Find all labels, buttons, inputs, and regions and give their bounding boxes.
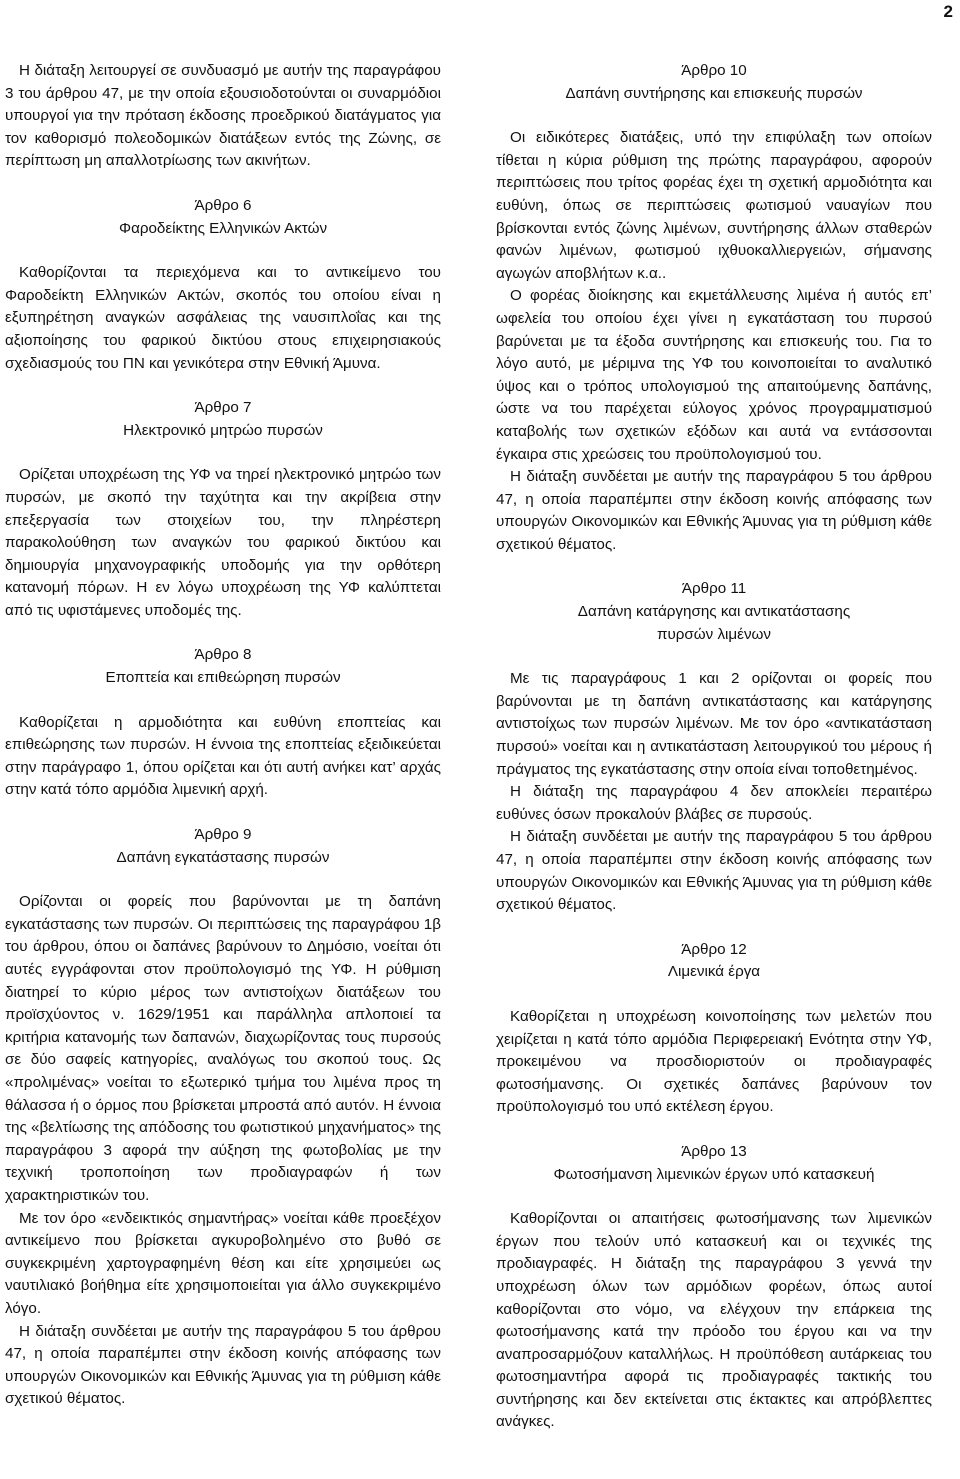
article-6 xyxy=(5,195,441,375)
article-heading xyxy=(5,644,441,689)
article-12 xyxy=(496,939,932,1119)
article-paragraph: Με τις παραγράφους 1 και 2 ορίζονται οι φορείς που βαρύνονται με τη δαπάνη αντικατάστασης και κατάργησης αντιστοίχως των πυρσών λιμένων. Με τον όρο «αντικατάσταση πυρσού» νοείται και η αντικατάσταση λειτουργικού του μέρους ή πράγματος της εγκατάστασης στην οποία είναι τοποθετημένος. xyxy=(496,670,932,778)
article-number: Άρθρο 13 xyxy=(681,1142,747,1160)
article-heading xyxy=(496,1141,932,1186)
article-paragraph: Ορίζεται υποχρέωση της ΥΦ να τηρεί ηλεκτρονικό μητρώο των πυρσών, με σκοπό την ταχύτητα και την ακρίβεια στην επεξεργασία των στοιχείων του, την πληρέστερη παρακολούθηση των αναγκών του φαρικού δικτύου και δημιουργία μηχανογραφικής υποδομής για την ορθότερη κατανομή πόρων. Η εν λόγω υποχρέωση της ΥΦ καλύπτεται από τις υφιστάμενες υποδομές της. xyxy=(5,466,441,619)
article-title: Λιμενικά έργα xyxy=(667,963,761,981)
right-column xyxy=(496,60,932,1434)
article-13 xyxy=(496,1141,932,1434)
article-paragraph: Οι ειδικότερες διατάξεις, υπό την επιφύλαξη των οποίων τίθεται η κύρια ρύθμιση της πρώτης παραγράφου, αφορούν περιπτώσεις που τρίτος φορέας έχει τη σχετική αρμοδιότητα και ευθύνη, όπως σε περιπτώσεις φωτισμού ναυαγίων που βρίσκονται εντός ζώνης λιμένων, συντήρησης άλλων σταθερών φανών λιμένων, φωτισμού ιχθυοκαλλιεργειών, σήμανσης αγωγών αποβλήτων κ.α.. xyxy=(496,129,932,282)
intro-paragraph: Η διάταξη λειτουργεί σε συνδυασμό με αυτήν της παραγράφου 3 του άρθρου 47, με την οποία εξουσιοδοτούνται οι συναρμόδιοι υπουργοί για την πρόταση έκδοσης προεδρικού διατάγματος για τον καθορισμό πολεοδομικών διατάξεων εντός της Ζώνης, σε περίπτωση μη απαλλοτρίωσης των ακινήτων. xyxy=(5,62,441,170)
article-number: Άρθρο 9 xyxy=(194,826,252,844)
article-11 xyxy=(496,578,932,916)
article-number: Άρθρο 8 xyxy=(194,646,252,664)
article-title: Δαπάνη συντήρησης και επισκευής πυρσών xyxy=(565,84,863,102)
article-paragraph: Με τον όρο «ενδεικτικός σημαντήρας» νοείται κάθε προεξέχον αντικείμενο που βρίσκεται αγκυροβολημένο στο βυθό σε συγκεκριμένη χαρτογραφημένη θέση και είτε χρησιμεύει ως ναυτιλιακό βοήθημα είτε χρησιμοποιείται για άλλο συγκεκριμένο λόγο. xyxy=(5,1209,441,1317)
article-heading xyxy=(496,60,932,105)
article-paragraph: Καθορίζεται η αρμοδιότητα και ευθύνη εποπτείας και επιθεώρησης των πυρσών. Η έννοια της εποπτείας εξειδικεύεται στην παράγραφο 1, όπου ορίζεται και ότι αυτή ανήκει κατ’ αρχάς στην κατά τόπο αρμόδια λιμενική αρχή. xyxy=(5,713,441,799)
article-title: Ηλεκτρονικό μητρώο πυρσών xyxy=(123,421,323,439)
article-number: Άρθρο 10 xyxy=(681,62,747,79)
article-paragraph: Η διάταξη της παραγράφου 4 δεν αποκλείει περαιτέρω ευθύνες όσων προκαλούν βλάβες σε πυρσούς. xyxy=(496,783,932,823)
article-paragraph: Ο φορέας διοίκησης και εκμετάλλευσης λιμένα ή αυτός επ’ ωφελεία του οποίου έχει γίνει η εγκατάσταση του πυρσού βαρύνεται με τα έξοδα συντήρησης και επισκευής του. Για το λόγο αυτό, με μέριμνα της ΥΦ του κοινοποιείται το αναλυτικό ύψος και ο τρόπος υπολογισμού της απαιτούμενης δαπάνης, ώστε να του παρέχεται εύλογος χρόνος προγραμματισμού καταβολής των σχετικών εξόδων και αυτά να εντάσσονται έγκαιρα στις χρεώσεις του προϋπολογισμού του. xyxy=(496,287,932,463)
article-number: Άρθρο 6 xyxy=(194,196,252,214)
left-column xyxy=(5,60,441,1411)
article-heading xyxy=(496,578,932,646)
article-title: Φαροδείκτης Ελληνικών Ακτών xyxy=(118,219,328,237)
article-7 xyxy=(5,397,441,622)
page-number: 2 xyxy=(943,2,953,21)
article-title: Φωτοσήμανση λιμενικών έργων υπό κατασκευή xyxy=(553,1165,875,1183)
article-heading xyxy=(5,397,441,442)
article-9 xyxy=(5,824,441,1411)
article-number: Άρθρο 11 xyxy=(681,580,747,598)
article-paragraph: Καθορίζονται τα περιεχόμενα και το αντικείμενο του Φαροδείκτη Ελληνικών Ακτών, σκοπός του οποίου είναι η εξυπηρέτηση αναγκών ασφάλειας της ναυσιπλοΐας και της αξιοποίησης του φαρικού δικτύου στους επιχειρησιακούς σχεδιασμούς του ΠΝ και γενικότερα στην Εθνική Άμυνα. xyxy=(5,264,441,372)
article-heading xyxy=(5,824,441,869)
article-paragraph: Η διάταξη συνδέεται με αυτήν της παραγράφου 5 του άρθρου 47, η οποία παραπέμπει στην έκδοση κοινής απόφασης των υπουργών Οικονομικών και Εθνικής Άμυνας για τη ρύθμιση κάθε σχετικού θέματος. xyxy=(496,468,932,553)
article-title: Δαπάνη κατάργησης και αντικατάστασης πυρσών λιμένων xyxy=(577,603,851,643)
article-10 xyxy=(496,60,932,556)
article-8 xyxy=(5,644,441,802)
article-heading xyxy=(5,195,441,240)
article-heading xyxy=(496,939,932,984)
article-number: Άρθρο 7 xyxy=(194,399,252,417)
article-paragraph: Η διάταξη συνδέεται με αυτήν της παραγράφου 5 του άρθρου 47, η οποία παραπέμπει στην έκδοση κοινής απόφασης των υπουργών Οικονομικών και Εθνικής Άμυνας για τη ρύθμιση κάθε σχετικού θέματος. xyxy=(5,1322,441,1408)
article-number: Άρθρο 12 xyxy=(681,940,747,958)
article-paragraph: Η διάταξη συνδέεται με αυτήν της παραγράφου 5 του άρθρου 47, η οποία παραπέμπει στην έκδοση κοινής απόφασης των υπουργών Οικονομικών και Εθνικής Άμυνας για τη ρύθμιση κάθε σχετικού θέματος. xyxy=(496,828,932,914)
article-title: Δαπάνη εγκατάστασης πυρσών xyxy=(116,848,330,866)
article-paragraph: Καθορίζονται οι απαιτήσεις φωτοσήμανσης των λιμενικών έργων που τελούν υπό κατασκευή και οι τεχνικές της προδιαγραφές. Η διάταξη της παραγράφου 3 γεννά την υποχρέωση όλων των αρμόδιων φορέων, όπως αυτοί καθορίζονται στο νόμο, να ελέγχουν την επάρκεια της φωτοσήμανσης κατά την πρόοδο του έργου και να την αναπροσαρμόζουν καταλλήλως. Η προϋπόθεση αυτάρκειας του φωτοσημαντήρα αφορά τις προδιαγραφές τακτικής του συντήρησης και δεν εκτείνεται στις έκτακτες και απρόβλεπτες ανάγκες. xyxy=(496,1210,932,1431)
article-paragraph: Καθορίζεται η υποχρέωση κοινοποίησης των μελετών που χειρίζεται η κατά τόπο αρμόδια Περιφερειακή Ενότητα στην ΥΦ, προκειμένου να προσδιοριστούν οι προδιαγραφές φωτοσήμανσης. Οι σχετικές δαπάνες βαρύνουν τον προϋπολογισμό του υπό εκτέλεση έργου. xyxy=(496,1007,932,1116)
article-title: Εποπτεία και επιθεώρηση πυρσών xyxy=(105,669,341,687)
article-paragraph: Ορίζονται οι φορείς που βαρύνονται με τη δαπάνη εγκατάστασης των πυρσών. Οι περιπτώσεις της παραγράφου 1β του άρθρου, όπου οι δαπάνες βαρύνουν το Δημόσιο, νοείται ότι αυτές εγγράφονται στον προϋπολογισμό της ΥΦ. Η ρύθμιση διατηρεί το κύριο μέρος των αντιστοίχων διατάξεων του προϊσχύοντος ν. 1629/1951 και παράλληλα απλοποιεί τα κριτήρια κατανομής των δαπανών, διαχωρίζοντας τους πυρσούς σε δύο σαφείς κατηγορίες, αναλόγως του σκοπού τους. Ως «προλιμένας» νοείται το εξωτερικό τμήμα του λιμένα προς τη θάλασσα ή ο όρμος που βρίσκεται μπροστά από αυτόν. Η έννοια της «βελτίωσης της απόδοσης του φωτιστικού μηχανήματος» της παραγράφου 3 αφορά την αύξηση της φωτοβολίας με την τεχνική τροποποίηση των προδιαγραφών ή των χαρακτηριστικών του. xyxy=(5,893,441,1204)
